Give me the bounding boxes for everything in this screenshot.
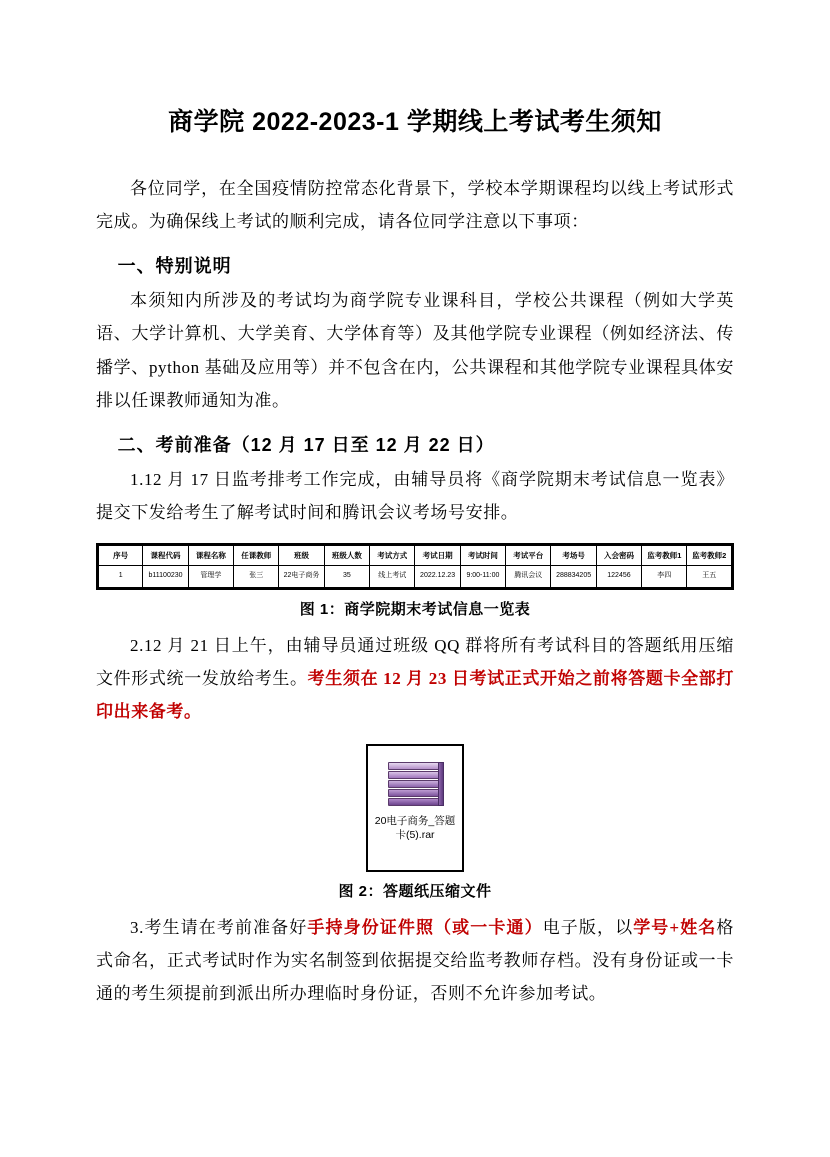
table-cell: 35	[324, 566, 369, 588]
table-header-cell: 考试方式	[370, 545, 415, 566]
section-heading-2: 二、考前准备（12 月 17 日至 12 月 22 日）	[117, 434, 495, 455]
table-header-cell: 班级	[279, 545, 324, 566]
table-cell: b11100230	[143, 566, 188, 588]
table-cell: 288834205	[551, 566, 596, 588]
table-header-row	[98, 545, 733, 566]
table-cell: 张三	[234, 566, 279, 588]
table-cell: 管理学	[188, 566, 233, 588]
exam-info-table	[96, 543, 734, 589]
table-cell: 腾讯会议	[506, 566, 551, 588]
figure-2-image	[96, 744, 734, 872]
item-1-text: 1.12 月 17 日监考排考工作完成，由辅导员将《商学院期末考试信息一览表》提交下发给考生了解考试时间和腾讯会议考场号安排。	[96, 469, 734, 522]
item-2-plain-text: 2.12 月 21 日上午，由辅导员通过班级 QQ 群将所有考试科目的答题纸用压缩文件形式统一发放给考生。	[96, 635, 734, 688]
table-header-cell: 班级人数	[324, 545, 369, 566]
item-3-paragraph	[96, 911, 734, 1010]
table-cell: 王五	[687, 566, 733, 588]
table-header-cell: 任课教师	[234, 545, 279, 566]
table-header-cell: 监考教师1	[642, 545, 687, 566]
table-header-cell: 课程代码	[143, 545, 188, 566]
table-cell: 22电子商务	[279, 566, 324, 588]
rar-archive-icon	[388, 760, 442, 806]
table-header-cell: 考场号	[551, 545, 596, 566]
table-row	[98, 566, 733, 588]
section-heading-1: 一、特别说明	[117, 256, 232, 277]
item-3-number: 3.	[130, 917, 144, 937]
table-cell: 2022.12.23	[415, 566, 460, 588]
table-cell: 9:00-11:00	[460, 566, 505, 588]
table-header-cell: 监考教师2	[687, 545, 733, 566]
section-1-body: 本须知内所涉及的考试均为商学院专业课科目，学校公共课程（例如大学英语、大学计算机、大学美育、大学体育等）及其他学院专业课程（例如经济法、传播学、python 基础及应用等）并不包含在内，公共课程和其他学院专业课程具体安排以任课教师通知为准。	[96, 291, 734, 410]
page-title: 商学院 2022-2023-1 学期线上考试考生须知	[168, 108, 662, 136]
table-header-cell: 入会密码	[596, 545, 641, 566]
item-3-plain-1: 考生请在考前准备好	[143, 917, 308, 937]
table-header-cell: 考试日期	[415, 545, 460, 566]
file-name-label: 20电子商务_答题卡(5).rar	[374, 814, 456, 842]
figure-2-caption: 图 2：答题纸压缩文件	[338, 882, 492, 900]
item-2-paragraph	[96, 629, 734, 728]
table-header-cell: 考试时间	[460, 545, 505, 566]
file-thumbnail	[366, 744, 464, 872]
table-header-cell: 考试平台	[506, 545, 551, 566]
table-cell: 李四	[642, 566, 687, 588]
item-2-emphasis-text: 考生须在 12 月 23 日考试正式开始之前将答题卡全部打印出来备考。	[96, 668, 734, 721]
exam-info-table-wrapper	[96, 543, 734, 589]
table-header-cell: 课程名称	[188, 545, 233, 566]
item-3-emphasis-2: 学号+姓名	[633, 917, 717, 937]
table-cell: 122456	[596, 566, 641, 588]
figure-1-caption: 图 1：商学院期末考试信息一览表	[299, 600, 531, 618]
item-3-plain-2: 电子版，以	[542, 917, 634, 937]
intro-paragraph: 各位同学，在全国疫情防控常态化背景下，学校本学期课程均以线上考试形式完成。为确保线上考试的顺利完成，请各位同学注意以下事项：	[96, 179, 734, 232]
item-3-plain-3: 格式命名，正式考试时作为实名制签到依据提交给监考教师存档。没有身份证或一卡通的考生须提前到派出所办理临时身份证，否则不允许参加考试。	[96, 917, 735, 1004]
item-3-emphasis-1: 手持身份证件照（或一卡通）	[307, 917, 543, 937]
table-header-cell: 序号	[98, 545, 143, 566]
table-cell: 线上考试	[370, 566, 415, 588]
table-cell: 1	[98, 566, 143, 588]
